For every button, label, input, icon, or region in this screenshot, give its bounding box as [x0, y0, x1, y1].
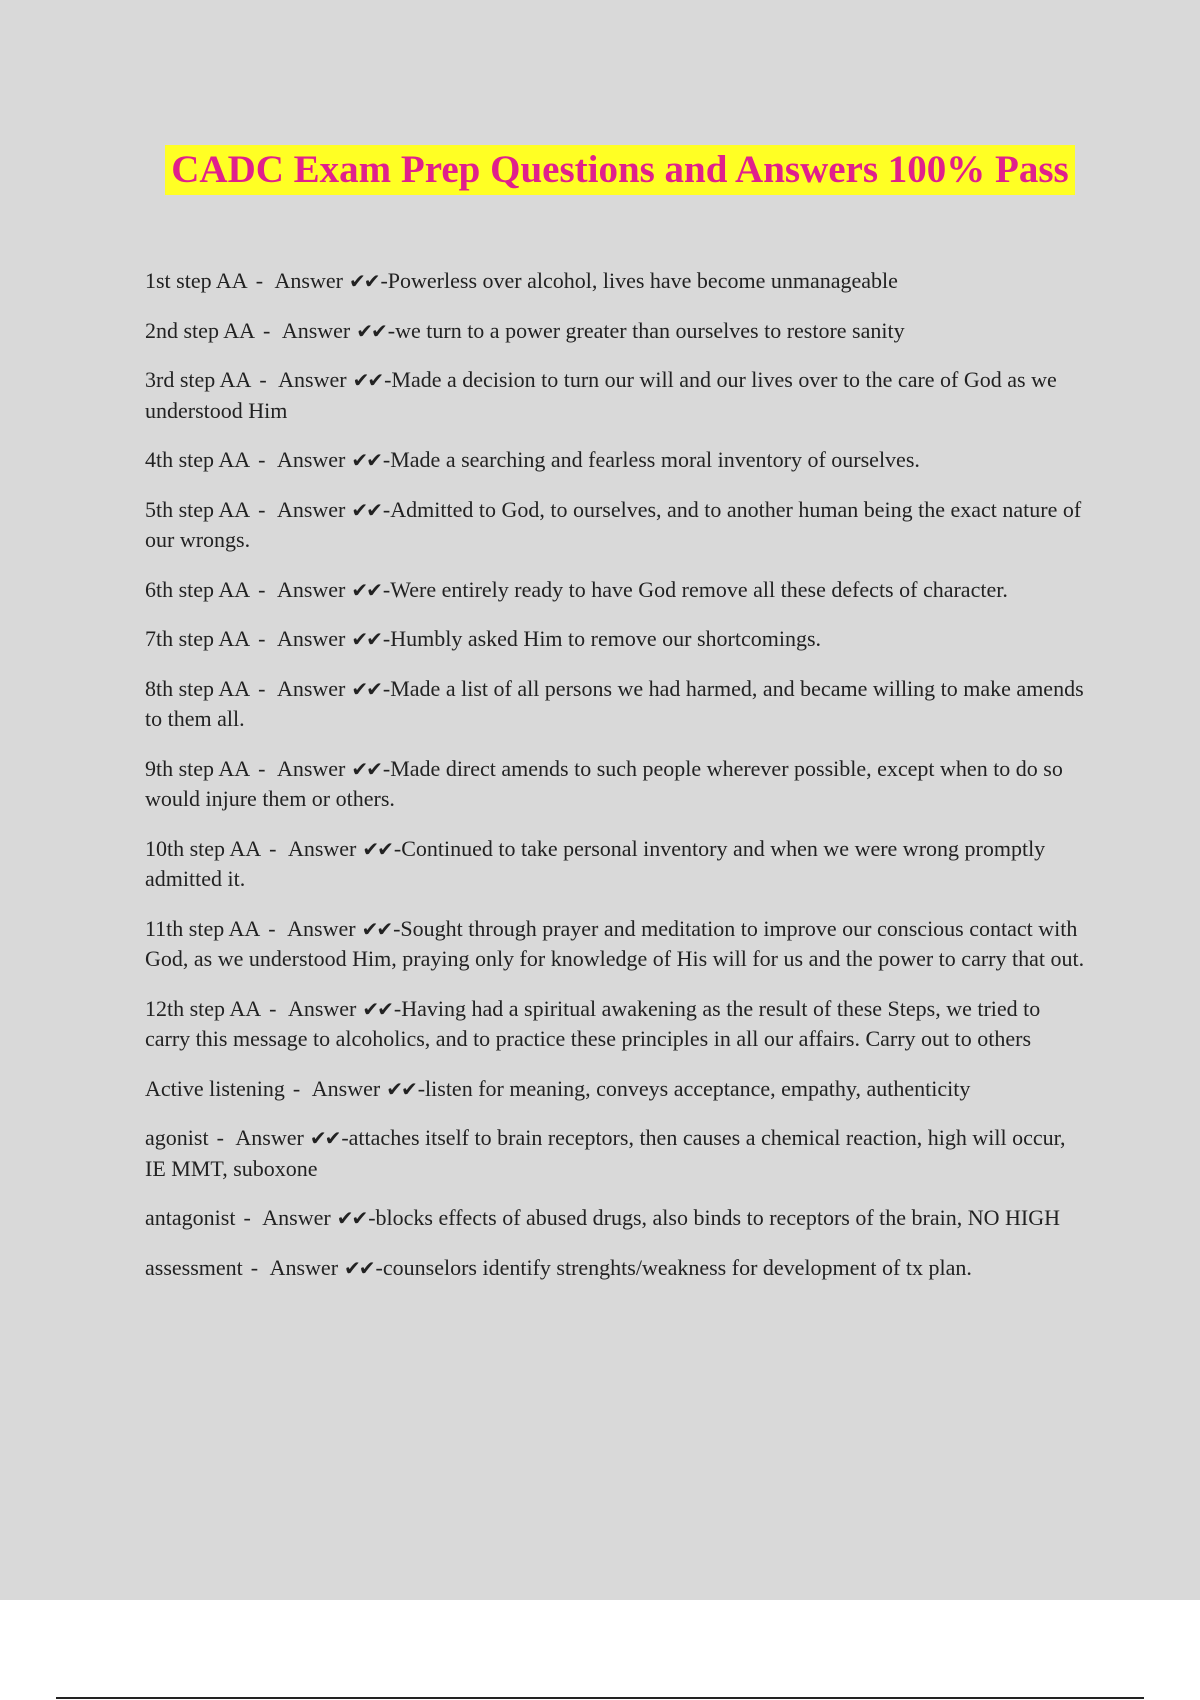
qa-answer: -Humbly asked Him to remove our shortcomings. [382, 626, 822, 651]
double-check-icon: ✔✔ [351, 577, 381, 602]
answer-label: Answer [276, 496, 346, 522]
qa-answer: -Admitted to God, to ourselves, and to another human being the exact nature of our wrongs. [145, 496, 1082, 552]
qa-separator: - [250, 1254, 259, 1280]
footer-divider [56, 1697, 1144, 1699]
answer-label: Answer [262, 1205, 331, 1230]
qa-item-10 [145, 834, 1090, 895]
qa-answer: -we turn to a power greater than ourselves to restore sanity [387, 317, 905, 343]
qa-separator: - [258, 675, 266, 701]
double-check-icon: ✔✔ [351, 497, 381, 522]
qa-term: 5th step AA [145, 496, 251, 522]
qa-term: 10th step AA [145, 835, 262, 861]
qa-separator: - [258, 447, 266, 472]
qa-term: agonist [145, 1125, 209, 1150]
qa-item-12 [145, 994, 1090, 1055]
qa-term: 1st step AA [145, 268, 248, 293]
qa-answer: -Continued to take personal inventory and when we were wrong promptly admitted it. [145, 835, 1046, 891]
title-container [0, 145, 1200, 195]
qa-term: 11th step AA [145, 915, 261, 941]
answer-label: Answer [287, 835, 357, 861]
double-check-icon: ✔✔ [351, 448, 381, 472]
qa-term: antagonist [145, 1205, 236, 1230]
answer-label: Answer [235, 1125, 304, 1150]
qa-term: 8th step AA [145, 675, 251, 701]
qa-answer: -Made a searching and fearless moral inventory of ourselves. [382, 447, 920, 472]
qa-separator: - [268, 915, 276, 941]
qa-separator: - [292, 1075, 301, 1101]
qa-term: Active listening [145, 1075, 285, 1101]
qa-answer: -blocks effects of abused drugs, also binds to receptors of the brain, NO HIGH [368, 1205, 1061, 1230]
double-check-icon: ✔✔ [351, 627, 381, 651]
double-check-icon: ✔✔ [344, 1255, 374, 1280]
qa-item-7 [145, 624, 1090, 655]
answer-label: Answer [276, 447, 346, 472]
qa-separator: - [258, 576, 266, 602]
qa-separator: - [216, 1125, 224, 1150]
qa-answer: -Made a list of all persons we had harmed, and became willing to make amends to them all. [145, 675, 1084, 731]
answer-label: Answer [281, 317, 351, 343]
qa-term: assessment [145, 1254, 243, 1280]
qa-separator: - [259, 367, 267, 392]
answer-label: Answer [269, 1254, 339, 1280]
qa-answer: -counselors identify strenghts/weakness for development of tx plan. [375, 1254, 972, 1280]
qa-item-9 [145, 754, 1090, 815]
qa-answer: -listen for meaning, conveys acceptance, empathy, authenticity [417, 1075, 971, 1101]
double-check-icon: ✔✔ [362, 996, 392, 1021]
answer-label: Answer [311, 1075, 381, 1101]
qa-answer: -Having had a spiritual awakening as the result of these Steps, we tried to carry this message to alcoholics, and to practice these principles in all our affairs. Carry out to others [145, 995, 1041, 1051]
answer-label: Answer [287, 915, 356, 941]
answer-label: Answer [276, 576, 346, 602]
qa-answer: -Sought through prayer and meditation to improve our conscious contact with God, as we understood Him, praying only for knowledge of His will for us and the power to carry that out. [145, 915, 1085, 971]
qa-term: 9th step AA [145, 755, 251, 781]
answer-label: Answer [276, 626, 346, 651]
answer-label: Answer [287, 995, 357, 1021]
qa-separator: - [269, 995, 277, 1021]
qa-term: 3rd step AA [145, 367, 252, 392]
qa-term: 2nd step AA [145, 317, 255, 343]
answer-label: Answer [278, 367, 347, 392]
qa-separator: - [263, 317, 271, 343]
double-check-icon: ✔✔ [362, 836, 392, 861]
double-check-icon: ✔✔ [351, 676, 381, 701]
qa-item-14 [145, 1123, 1090, 1184]
qa-separator: - [258, 755, 266, 781]
qa-list [145, 266, 1090, 1302]
qa-item-13 [145, 1074, 1090, 1105]
qa-separator: - [258, 496, 266, 522]
document-title: CADC Exam Prep Questions and Answers 100% Pass [165, 145, 1074, 195]
qa-item-15 [145, 1203, 1090, 1234]
qa-answer: -attaches itself to brain receptors, then causes a chemical reaction, high will occur, IE MMT, suboxone [145, 1125, 1066, 1181]
qa-item-6 [145, 575, 1090, 606]
qa-item-3 [145, 365, 1090, 426]
qa-answer: -Made a decision to turn our will and our lives over to the care of God as we understood Him [145, 367, 1057, 423]
double-check-icon: ✔✔ [309, 1126, 340, 1150]
double-check-icon: ✔✔ [356, 318, 386, 343]
qa-term: 4th step AA [145, 447, 251, 472]
qa-item-8 [145, 674, 1090, 735]
double-check-icon: ✔✔ [351, 756, 381, 781]
double-check-icon: ✔✔ [361, 916, 392, 941]
qa-term: 12th step AA [145, 995, 262, 1021]
double-check-icon: ✔✔ [348, 269, 379, 293]
answer-label: Answer [276, 755, 346, 781]
qa-answer: -Made direct amends to such people wherever possible, except when to do so would injure them or others. [145, 755, 1063, 811]
answer-label: Answer [274, 268, 343, 293]
double-check-icon: ✔✔ [336, 1206, 367, 1230]
qa-separator: - [258, 626, 266, 651]
qa-item-1 [145, 266, 1090, 297]
qa-separator: - [269, 835, 277, 861]
qa-item-2 [145, 316, 1090, 347]
qa-item-16 [145, 1253, 1090, 1284]
qa-term: 6th step AA [145, 576, 251, 602]
qa-item-11 [145, 914, 1090, 975]
qa-answer: -Powerless over alcohol, lives have become unmanageable [380, 268, 898, 293]
qa-separator: - [243, 1205, 251, 1230]
qa-item-4 [145, 445, 1090, 476]
qa-item-5 [145, 495, 1090, 556]
qa-separator: - [255, 268, 264, 293]
qa-answer: -Were entirely ready to have God remove all these defects of character. [382, 576, 1008, 602]
qa-term: 7th step AA [145, 626, 251, 651]
double-check-icon: ✔✔ [386, 1076, 416, 1101]
answer-label: Answer [276, 675, 346, 701]
double-check-icon: ✔✔ [352, 368, 383, 392]
